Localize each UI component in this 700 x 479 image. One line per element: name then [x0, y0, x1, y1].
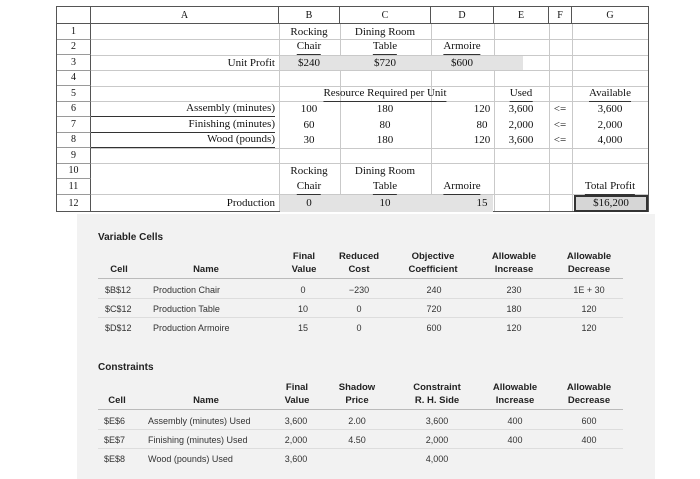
c-header-decrease-1: Allowable	[566, 382, 612, 393]
vc-header-name: Name	[193, 264, 219, 275]
sensitivity-report	[77, 214, 655, 479]
resource-name[interactable]: Assembly (minutes)	[91, 102, 275, 117]
row-header-2[interactable]: 2	[57, 40, 91, 56]
vc-reduced: 0	[356, 323, 362, 333]
row-header-7[interactable]: 7	[57, 117, 91, 133]
vc-increase: 120	[506, 323, 522, 333]
vc-name: Production Table	[153, 304, 220, 314]
vc-coefficient: 240	[426, 285, 442, 295]
vc-increase: 180	[506, 304, 522, 314]
resource-table[interactable]: 180	[376, 134, 394, 146]
row-header-8[interactable]: 8	[57, 133, 91, 149]
header-table-line2[interactable]: Table	[373, 40, 397, 55]
divider	[98, 448, 623, 449]
c-header-name: Name	[193, 395, 219, 406]
production-header-chair-line2[interactable]: Chair	[297, 180, 321, 195]
c-cell: $E$6	[104, 416, 126, 426]
divider	[98, 278, 623, 279]
unit-profit-label[interactable]: Unit Profit	[227, 56, 275, 69]
resource-header[interactable]: Resource Required per Unit	[323, 87, 446, 102]
vc-reduced: −230	[348, 285, 370, 295]
c-name: Finishing (minutes) Used	[148, 435, 248, 445]
c-rhs: 2,000	[425, 435, 449, 445]
c-rhs: 4,000	[425, 454, 449, 464]
c-final: 3,600	[284, 416, 308, 426]
column-header-d[interactable]: D	[431, 7, 494, 24]
c-header-decrease-2: Decrease	[567, 395, 611, 406]
vc-decrease: 120	[581, 323, 597, 333]
production-header-table-line1[interactable]: Dining Room	[354, 165, 416, 177]
header-armoire[interactable]: Armoire	[443, 40, 480, 55]
column-header-row	[57, 7, 648, 24]
production-header-chair-line1[interactable]: Rocking	[290, 165, 328, 177]
column-header-a[interactable]: A	[91, 7, 279, 24]
resource-available[interactable]: 2,000	[597, 118, 623, 131]
total-profit-label[interactable]: Total Profit	[585, 180, 635, 195]
c-final: 2,000	[284, 435, 308, 445]
resource-sign[interactable]: <=	[553, 118, 567, 131]
resource-available[interactable]: 4,000	[597, 134, 623, 146]
production-chair[interactable]: 0	[306, 197, 312, 209]
total-profit-value[interactable]: $16,200	[593, 197, 629, 209]
column-header-c[interactable]: C	[340, 7, 431, 24]
resource-armoire[interactable]: 80	[476, 118, 488, 131]
vc-coefficient: 600	[426, 323, 442, 333]
c-name: Assembly (minutes) Used	[148, 416, 251, 426]
resource-chair[interactable]: 100	[300, 103, 318, 115]
column-header-f[interactable]: F	[549, 7, 572, 24]
c-header-final-1: Final	[285, 382, 309, 393]
used-header[interactable]: Used	[510, 87, 533, 102]
c-header-increase-1: Allowable	[492, 382, 538, 393]
column-header-e[interactable]: E	[494, 7, 549, 24]
resource-chair[interactable]: 60	[303, 118, 315, 131]
unit-profit-armoire[interactable]: $600	[451, 56, 473, 69]
vc-header-cell: Cell	[110, 264, 128, 275]
grid-line	[431, 24, 432, 211]
unit-profit-chair[interactable]: $240	[298, 56, 320, 69]
vc-header-reduced-1: Reduced	[338, 251, 380, 262]
c-shadow: 2.00	[348, 416, 366, 426]
c-shadow: 4.50	[348, 435, 366, 445]
c-header-rhs-1: Constraint	[413, 382, 461, 393]
row-header-11[interactable]: 11	[57, 179, 91, 195]
column-header-g[interactable]: G	[606, 10, 614, 21]
column-header-b[interactable]: B	[279, 7, 340, 24]
c-header-increase-2: Increase	[495, 395, 535, 406]
vc-header-final-1: Final	[292, 251, 316, 262]
vc-final: 15	[297, 323, 309, 333]
c-increase: 400	[507, 435, 523, 445]
vc-header-objective-2: Coefficient	[408, 264, 458, 275]
vc-header-objective-1: Objective	[411, 251, 455, 262]
vc-header-decrease-1: Allowable	[566, 251, 612, 262]
grid-line	[340, 24, 341, 211]
header-chair-line2[interactable]: Chair	[297, 40, 321, 55]
resource-used[interactable]: 3,600	[508, 103, 534, 115]
c-header-shadow-1: Shadow	[338, 382, 376, 393]
production-header-armoire[interactable]: Armoire	[443, 180, 480, 195]
c-rhs: 3,600	[425, 416, 449, 426]
resource-name[interactable]: Finishing (minutes)	[91, 118, 275, 133]
vc-name: Production Chair	[153, 285, 221, 295]
production-armoire[interactable]: 15	[476, 197, 488, 209]
c-header-rhs-2: R. H. Side	[414, 395, 460, 406]
row-header-3[interactable]: 3	[57, 55, 91, 71]
header-table-line1[interactable]: Dining Room	[354, 26, 416, 38]
vc-cell: $D$12	[105, 323, 132, 333]
corner-cell[interactable]	[57, 7, 91, 24]
variable-cells-title: Variable Cells	[98, 232, 164, 243]
vc-final: 10	[297, 304, 309, 314]
vc-coefficient: 720	[426, 304, 442, 314]
vc-cell: $B$12	[105, 285, 132, 295]
c-cell: $E$7	[104, 435, 126, 445]
grid-line	[572, 24, 573, 211]
row-header-4[interactable]: 4	[57, 71, 91, 87]
c-header-final-2: Value	[284, 395, 310, 406]
c-header-cell: Cell	[108, 395, 126, 406]
resource-available[interactable]: 3,600	[597, 103, 623, 115]
resource-used[interactable]: 2,000	[508, 118, 534, 131]
c-decrease: 600	[581, 416, 597, 426]
divider	[98, 409, 623, 410]
production-label[interactable]: Production	[226, 197, 275, 209]
row-header-6[interactable]: 6	[57, 102, 91, 118]
row-header-9[interactable]: 9	[57, 148, 91, 164]
grid-line	[494, 24, 495, 211]
production-table[interactable]: 10	[379, 197, 391, 209]
resource-used[interactable]: 3,600	[508, 134, 534, 146]
header-chair-line1[interactable]: Rocking	[290, 26, 328, 38]
vc-name: Production Armoire	[153, 323, 230, 333]
vc-header-increase-1: Allowable	[491, 251, 537, 262]
divider	[98, 298, 623, 299]
vc-final: 0	[300, 285, 306, 295]
vc-decrease: 1E + 30	[573, 285, 605, 295]
constraints-title: Constraints	[98, 362, 154, 373]
production-header-table-line2[interactable]: Table	[373, 180, 397, 195]
resource-armoire[interactable]: 120	[473, 134, 491, 146]
divider	[98, 429, 623, 430]
resource-sign[interactable]: <=	[553, 134, 567, 146]
row-header-12[interactable]: 12	[57, 195, 91, 212]
available-header[interactable]: Available	[589, 87, 631, 102]
row-header-10[interactable]: 10	[57, 164, 91, 180]
vc-cell: $C$12	[105, 304, 132, 314]
c-increase: 400	[507, 416, 523, 426]
vc-header-final-2: Value	[291, 264, 317, 275]
c-header-shadow-2: Price	[345, 395, 369, 406]
row-header-5[interactable]: 5	[57, 86, 91, 102]
vc-header-decrease-2: Decrease	[567, 264, 611, 275]
grid-line	[279, 24, 280, 211]
c-cell: $E$8	[104, 454, 126, 464]
row-header-1[interactable]: 1	[57, 24, 91, 40]
c-decrease: 400	[581, 435, 597, 445]
resource-sign[interactable]: <=	[553, 103, 567, 115]
spreadsheet	[56, 6, 649, 212]
vc-decrease: 120	[581, 304, 597, 314]
unit-profit-table[interactable]: $720	[374, 56, 396, 69]
resource-chair[interactable]: 30	[303, 134, 315, 146]
vc-header-increase-2: Increase	[494, 264, 534, 275]
resource-name[interactable]: Wood (pounds)	[91, 133, 275, 148]
c-name: Wood (pounds) Used	[148, 454, 233, 464]
resource-table[interactable]: 180	[376, 103, 394, 115]
resource-table[interactable]: 80	[379, 118, 391, 131]
vc-header-reduced-2: Cost	[348, 264, 370, 275]
divider	[98, 317, 623, 318]
vc-increase: 230	[506, 285, 522, 295]
resource-armoire[interactable]: 120	[473, 103, 491, 115]
c-final: 3,600	[284, 454, 308, 464]
grid-line	[549, 24, 550, 211]
vc-reduced: 0	[356, 304, 362, 314]
